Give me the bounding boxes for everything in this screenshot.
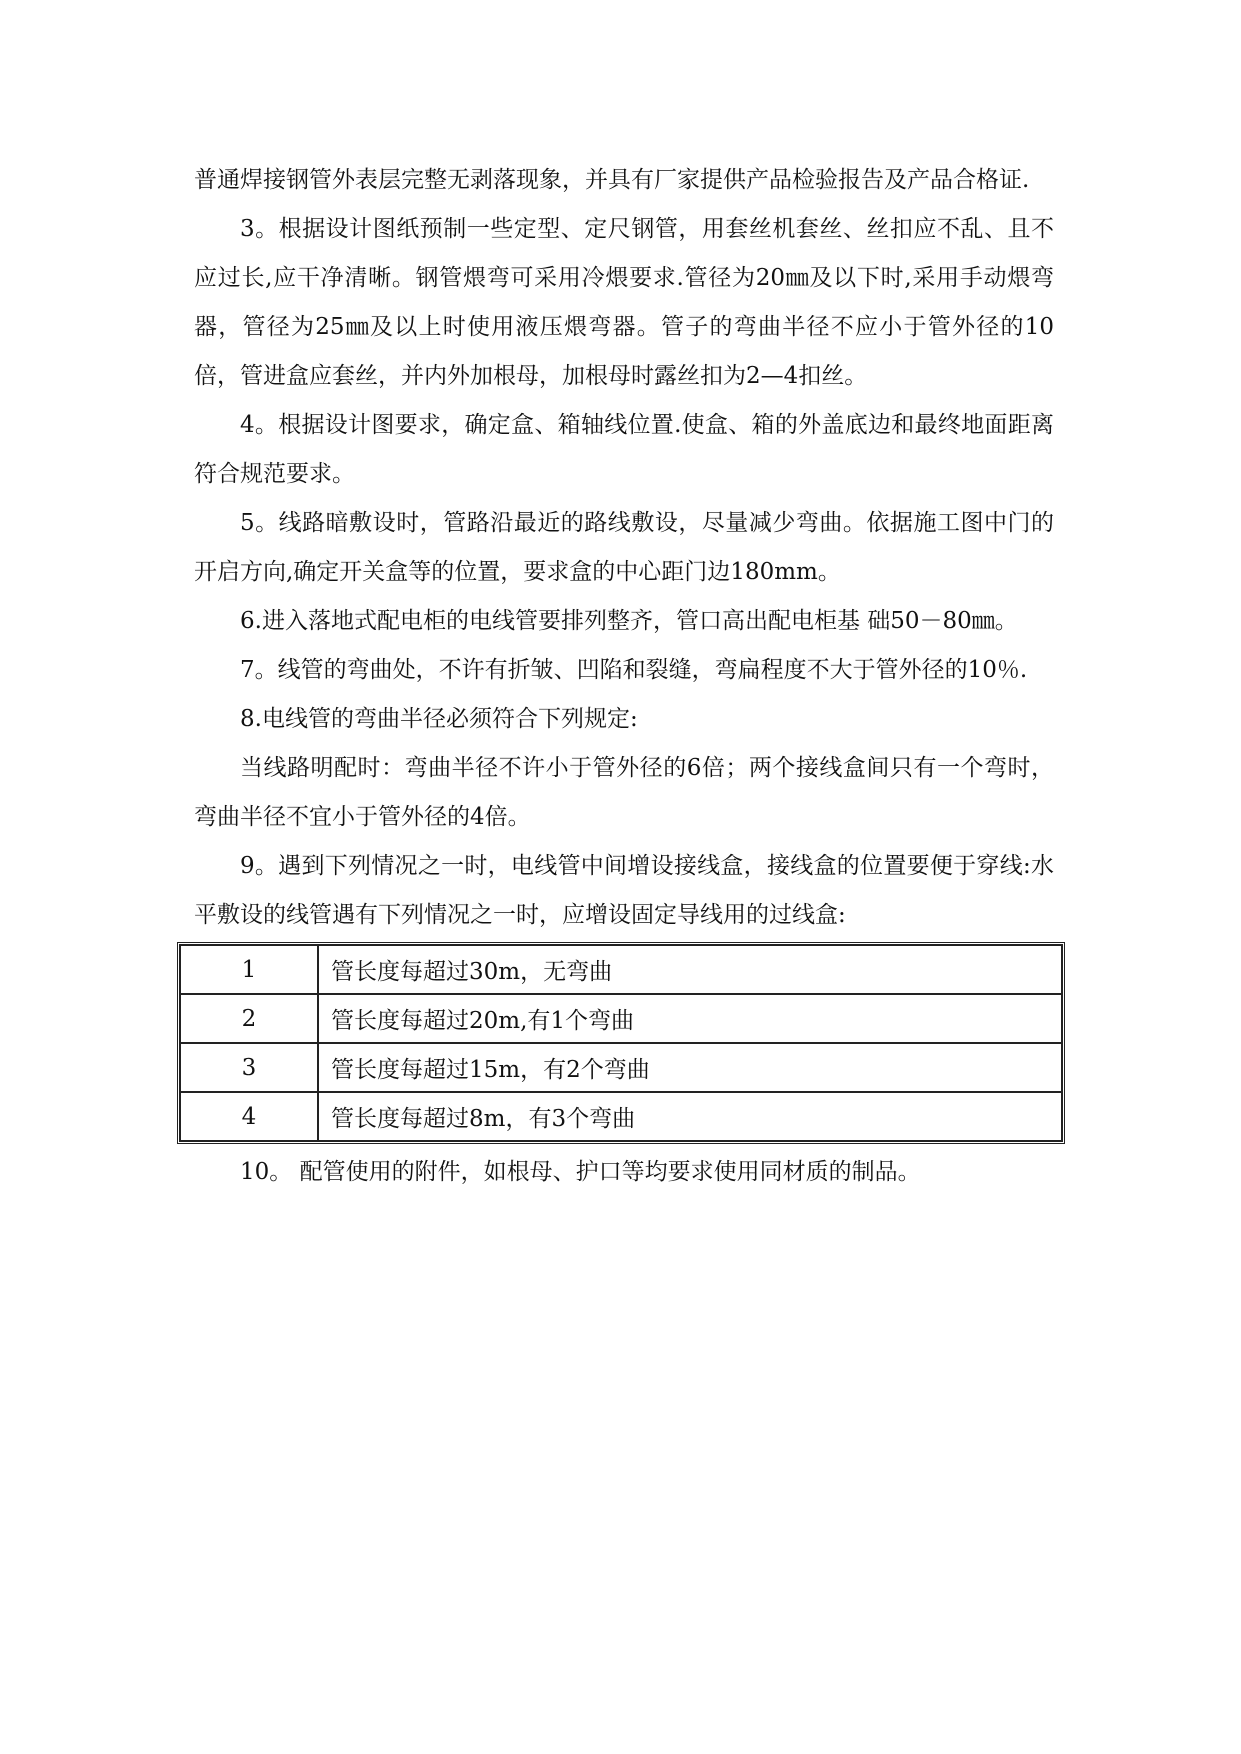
paragraph-item-6: 6.进入落地式配电柜的电线管要排列整齐，管口高出配电柜基 础50－80㎜。 [240, 608, 1018, 634]
table-cell-description: 管长度每超过20m,有1个弯曲 [318, 994, 1062, 1043]
table-cell-number: 2 [180, 994, 318, 1043]
table-row [180, 994, 1062, 1043]
junction-box-table [177, 942, 1065, 1144]
paragraph-item-7: 7。线管的弯曲处，不许有折皱、凹陷和裂缝，弯扁程度不大于管外径的10％. [240, 657, 1028, 683]
paragraph-item-8: 8.电线管的弯曲半径必须符合下列规定: [240, 706, 638, 732]
table-row [180, 1092, 1062, 1141]
table-row [180, 945, 1062, 994]
paragraph-item-10: 10。 配管使用的附件，如根母、护口等均要求使用同材质的制品。 [240, 1159, 921, 1185]
table-cell-description: 管长度每超过30m，无弯曲 [318, 945, 1062, 994]
paragraph-item-4: 4。根据设计图要求，确定盒、箱轴线位置.使盒、箱的外盖底边和最终地面距离符合规范要求。 [194, 412, 1054, 487]
document-body [194, 156, 1054, 1197]
table-row [180, 1043, 1062, 1092]
paragraph-open-wiring-rule: 当线路明配时：弯曲半径不许小于管外径的6倍；两个接线盒间只有一个弯时，弯曲半径不宜小于管外径的4倍。 [194, 755, 1054, 830]
paragraph-steel-pipe-surface: 普通焊接钢管外表层完整无剥落现象，并具有厂家提供产品检验报告及产品合格证. [194, 167, 1030, 193]
paragraph-item-3: 3。根据设计图纸预制一些定型、定尺钢管，用套丝机套丝、丝扣应不乱、且不应过长,应干净清晰。钢管煨弯可采用冷煨要求.管径为20㎜及以下时,采用手动煨弯器，管径为25㎜及以上时使用液压煨弯器。管子的弯曲半径不应小于管外径的10倍，管进盒应套丝，并内外加根母，加根母时露丝扣为2—4扣丝。 [194, 216, 1054, 389]
table-cell-description: 管长度每超过15m，有2个弯曲 [318, 1043, 1062, 1092]
table-cell-number: 1 [180, 945, 318, 994]
paragraph-item-5: 5。线路暗敷设时，管路沿最近的路线敷设，尽量减少弯曲。依据施工图中门的开启方向,确定开关盒等的位置，要求盒的中心距门边180mm。 [194, 510, 1054, 585]
paragraph-item-9: 9。遇到下列情况之一时，电线管中间增设接线盒，接线盒的位置要便于穿线:水平敷设的线管遇有下列情况之一时，应增设固定导线用的过线盒: [194, 853, 1054, 928]
table-cell-number: 3 [180, 1043, 318, 1092]
table-cell-description: 管长度每超过8m，有3个弯曲 [318, 1092, 1062, 1141]
table-cell-number: 4 [180, 1092, 318, 1141]
